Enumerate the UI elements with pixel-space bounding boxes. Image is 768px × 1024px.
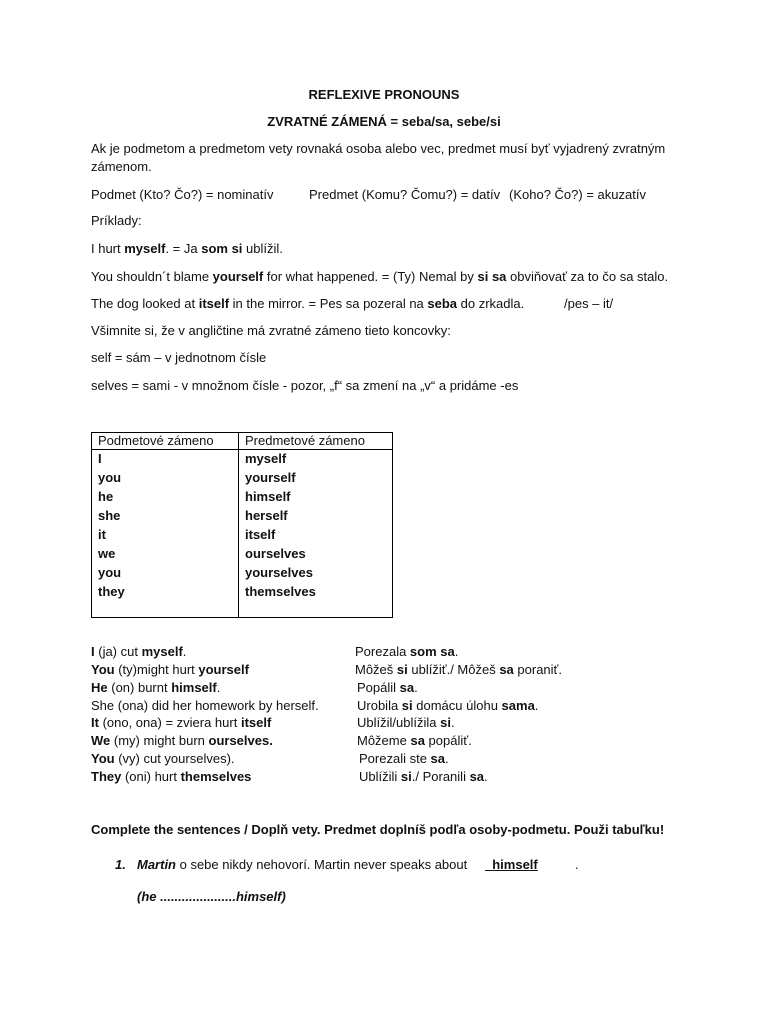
selves-line: selves = sami - v množnom čísle - pozor, „f“ sa zmení na „v“ a pridáme -es <box>91 378 519 393</box>
example-3-note: /pes – it/ <box>564 296 614 311</box>
table-subject-cell: we <box>98 546 116 561</box>
sentence-english: She (ona) did her homework by herself. <box>91 698 319 713</box>
pronoun-table <box>91 432 393 618</box>
table-object-cell: yourselves <box>245 565 313 580</box>
case-dative: Predmet (Komu? Čomu?) = datív <box>309 187 501 202</box>
sentence-english: I (ja) cut myself. <box>91 644 187 659</box>
intro-line-2: zámenom. <box>91 159 152 174</box>
sentence-english: You (vy) cut yourselves). <box>91 751 235 766</box>
table-subject-cell: you <box>98 565 122 580</box>
sentence-english: You (ty)might hurt yourself <box>91 662 249 677</box>
table-subject-cell: he <box>98 489 114 504</box>
table-object-cell: herself <box>245 508 288 523</box>
table-object-cell: yourself <box>245 470 296 485</box>
self-line: self = sám – v jednotnom čísle <box>91 350 267 365</box>
case-accusative: (Koho? Čo?) = akuzatív <box>509 187 646 202</box>
sentence-english: We (my) might burn ourselves. <box>91 733 273 748</box>
table-header-rule <box>92 449 392 450</box>
case-nominative: Podmet (Kto? Čo?) = nominatív <box>91 187 274 202</box>
intro-line-1: Ak je podmetom a predmetom vety rovnaká osoba alebo vec, predmet musí byť vyjadrený zvratným <box>91 141 666 156</box>
sentence-english: He (on) burnt himself. <box>91 680 221 695</box>
table-divider <box>238 433 239 617</box>
sentence-english: They (oni) hurt themselves <box>91 769 252 784</box>
exercise-heading: Complete the sentences / Doplň vety. Predmet doplníš podľa osoby-podmetu. Použi tabuľku! <box>91 822 665 837</box>
sentence-slovak: Porezali ste sa. <box>359 751 449 766</box>
exercise-item-number: 1. <box>115 857 126 872</box>
exercise-answer: himself . <box>492 857 579 872</box>
example-1: I hurt myself. = Ja som si ublížil. <box>91 241 283 256</box>
table-header-subject: Podmetové zámeno <box>98 433 214 448</box>
sentence-slovak: Porezala som sa. <box>355 644 459 659</box>
endings-note: Všimnite si, že v angličtine má zvratné zámeno tieto koncovky: <box>91 323 451 338</box>
example-3: The dog looked at itself in the mirror. = Pes sa pozeral na seba do zrkadla. <box>91 296 525 311</box>
sentence-slovak: Popálil sa. <box>357 680 418 695</box>
document-title: REFLEXIVE PRONOUNS <box>308 87 460 102</box>
table-object-cell: themselves <box>245 584 316 599</box>
sentence-slovak: Môžeš si ublížiť./ Môžeš sa poraniť. <box>355 662 563 677</box>
example-2: You shouldn´t blame yourself for what happened. = (Ty) Nemal by si sa obviňovať za to čo sa stalo. <box>91 269 669 284</box>
sentence-slovak: Môžeme sa popáliť. <box>357 733 472 748</box>
table-subject-cell: she <box>98 508 121 523</box>
table-header-object: Predmetové zámeno <box>245 433 365 448</box>
exercise-item: Martin o sebe nikdy nehovorí. Martin never speaks about <box>137 857 468 872</box>
table-object-cell: myself <box>245 451 287 466</box>
exercise-hint: (he .....................himself) <box>137 889 286 904</box>
sentence-english: It (ono, ona) = zviera hurt itself <box>91 715 272 730</box>
sentence-slovak: Ublížili si./ Poranili sa. <box>359 769 488 784</box>
examples-label: Príklady: <box>91 213 142 228</box>
sentence-slovak: Ublížil/ublížila si. <box>357 715 455 730</box>
document-subtitle: ZVRATNÉ ZÁMENÁ = seba/sa, sebe/si <box>267 114 501 129</box>
table-subject-cell: I <box>98 451 102 466</box>
sentence-slovak: Urobila si domácu úlohu sama. <box>357 698 539 713</box>
table-object-cell: itself <box>245 527 276 542</box>
table-subject-cell: it <box>98 527 106 542</box>
table-subject-cell: they <box>98 584 125 599</box>
table-object-cell: ourselves <box>245 546 306 561</box>
table-subject-cell: you <box>98 470 122 485</box>
table-object-cell: himself <box>245 489 291 504</box>
